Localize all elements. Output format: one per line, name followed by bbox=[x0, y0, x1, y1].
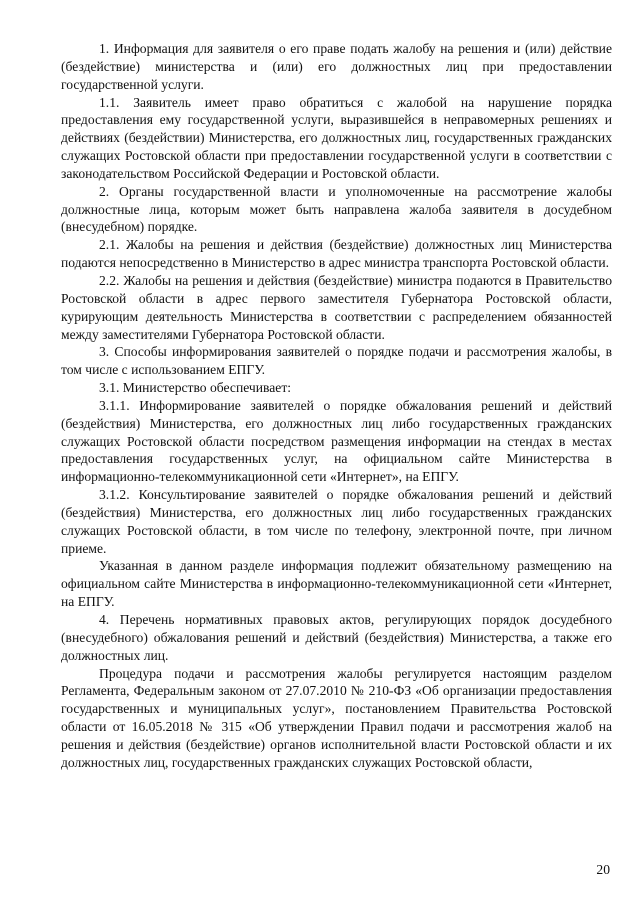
paragraph-3: 3. Способы информирования заявителей о порядке подачи и рассмотрения жалобы, в том числе с использованием ЕПГУ. bbox=[61, 344, 612, 378]
document-body bbox=[61, 40, 612, 772]
paragraph-2-1: 2.1. Жалобы на решения и действия (бездействие) должностных лиц Министерства подаются непосредственно в Министерство в адрес министра транспорта Ростовской области. bbox=[61, 237, 612, 271]
paragraph-1: 1. Информация для заявителя о его праве подать жалобу на решения и (или) действие (бездействие) министерства и (или) его должностных лиц при предоставлении государственной услуги. bbox=[61, 41, 612, 92]
paragraph-1-1: 1.1. Заявитель имеет право обратиться с жалобой на нарушение порядка предоставления ему государственной услуги, выразившейся в неправомерных решениях и действиях (бездействии) Министерства, его должностных лиц, государственных гражданских служащих Ростовской области при предоставлении государственной услуги в соответствии с законодательством Российской Федерации и Ростовской области. bbox=[61, 94, 612, 181]
paragraph-3-1: 3.1. Министерство обеспечивает: bbox=[99, 380, 292, 396]
paragraph-2: 2. Органы государственной власти и уполномоченные на рассмотрение жалобы должностные лица, которым может быть направлена жалоба заявителя в досудебном (внесудебном) порядке. bbox=[61, 183, 612, 235]
page-number: 20 bbox=[596, 862, 610, 877]
paragraph-3-1-1: 3.1.1. Информирование заявителей о порядке обжалования решений и действий (бездействия) Министерства, его должностных лиц либо государственных гражданских служащих Ростовской области посредством размещения информации на стендах в местах предоставления государственных услуг, на официальном сайте Министерства в информационно-телекоммуникационной сети «Интернет», на ЕПГУ. bbox=[61, 397, 612, 485]
paragraph-procedure: Процедура подачи и рассмотрения жалобы регулируется настоящим разделом Регламента, Федеральным законом от 27.07.2010 № 210-ФЗ «Об организации предоставления государственных и муниципальных услуг», постановлением Правительства Ростовской области от 16.05.2018 № 315 «Об утверждении Правил подачи и рассмотрения жалоб на решения и действия (бездействие) органов исполнительной власти Ростовской области и их должностных лиц, государственных гражданских служащих Ростовской области, bbox=[61, 665, 612, 770]
paragraph-3-1-2: 3.1.2. Консультирование заявителей о порядке обжалования решений и действий (бездействия) Министерства, его должностных лиц либо государственных гражданских служащих Ростовской области, в том числе по телефону, электронной почте, при личном приеме. bbox=[61, 487, 612, 556]
paragraph-4: 4. Перечень нормативных правовых актов, регулирующих порядок досудебного (внесудебного) обжалования решений и действий (бездействия) Министерства, а также его должностных лиц. bbox=[61, 612, 612, 663]
paragraph-2-2: 2.2. Жалобы на решения и действия (бездействие) министра подаются в Правительство Ростовской области в адрес первого заместителя Губернатора Ростовской области, курирующим деятельность Министерства в соответствии с распределением обязанностей между заместителями Губернатора Ростовской области. bbox=[61, 272, 612, 342]
paragraph-notice: Указанная в данном разделе информация подлежит обязательному размещению на официальном сайте Министерства в информационно-телекоммуникационной сети «Интернет, на ЕПГУ. bbox=[61, 558, 612, 610]
